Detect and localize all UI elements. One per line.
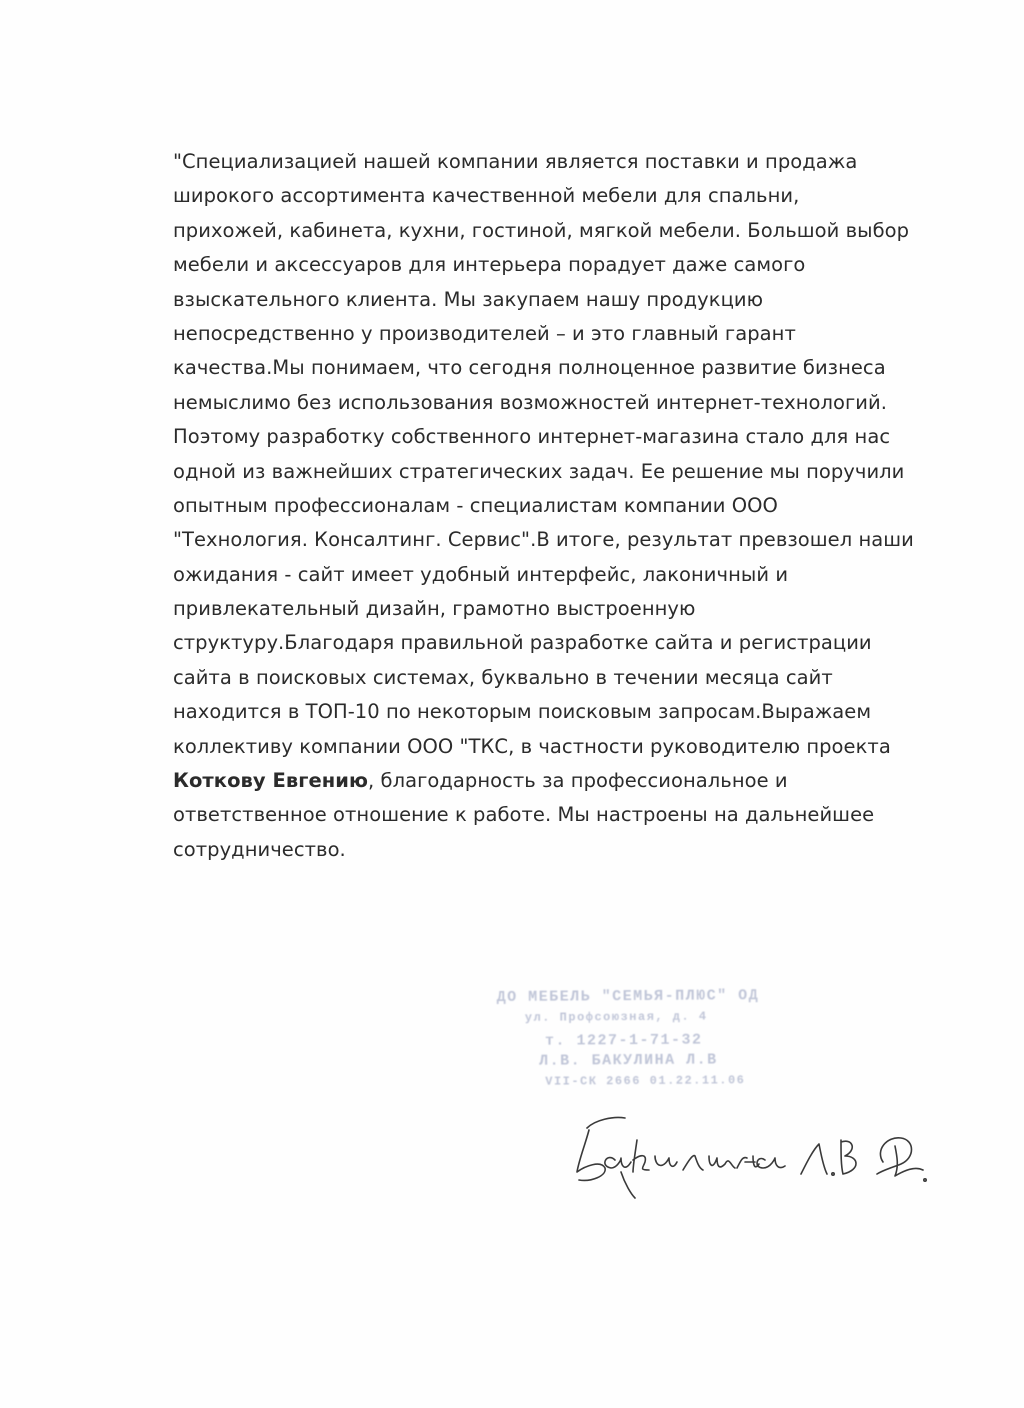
stamp-line: ул. Профсоюзная, д. 4 [524,1009,708,1025]
letter-line: непосредственно у производителей – и это главный гарант [173,321,796,345]
letter-line-with-name [173,764,973,798]
letter-line: мебели и аксессуаров для интерьера порадует даже самого [173,253,806,277]
company-stamp [497,987,788,1099]
letter-line-tail: , благодарность за профессиональное и [368,769,788,793]
stamp-line: ДО МЕБЕЛЬ "СЕМЬЯ-ПЛЮС" ОД [496,987,760,1007]
letter-line: взыскательного клиента. Мы закупаем нашу продукцию [173,287,764,311]
stamp-line: VII-СК 2666 01.22.11.06 [545,1073,746,1089]
letter-line: "Технология. Консалтинг. Сервис".В итоге, результат превзошел наши [173,528,914,552]
signature-drawing [565,1110,945,1200]
letter-line: сайта в поисковых системах, буквально в течении месяца сайт [173,665,833,689]
letter-line: Поэтому разработку собственного интернет-магазина стало для нас [173,425,891,449]
letter-line: ожидания - сайт имеет удобный интерфейс, лаконичный и [173,562,789,586]
letter-line: качества.Мы понимаем, что сегодня полноценное развитие бизнеса [173,356,886,380]
letter-line: немыслимо без использования возможностей интернет-технологий. [173,390,887,414]
letter-line: структуру.Благодаря правильной разработке сайта и регистрации [173,631,872,655]
letter-line: прихожей, кабинета, кухни, гостиной, мягкой мебели. Большой выбор [173,218,910,242]
letter-body [173,145,973,867]
letter-line: широкого ассортимента качественной мебели для спальни, [173,184,800,208]
letter-line: опытным профессионалам - специалистам компании ООО [173,493,778,517]
letter-line: одной из важнейших стратегических задач. Ее решение мы поручили [173,459,905,483]
recipient-name: Коткову Евгению [173,769,369,793]
stamp-line: Л.В. БАКУЛИНА Л.В [539,1051,718,1070]
stamp-line: т. 1227-1-71-32 [544,1031,703,1050]
letter-line: "Специализацией нашей компании является поставки и продажа [173,150,858,173]
letter-line: сотрудничество. [173,837,346,861]
letter-line: привлекательный дизайн, грамотно выстроенную [173,597,696,621]
letter-line: находится в ТОП-10 по некоторым поисковым запросам.Выражаем [173,700,872,724]
handwritten-signature [565,1110,945,1200]
letter-line: ответственное отношение к работе. Мы настроены на дальнейшее [173,803,875,827]
letter-line: коллективу компании ООО "ТКС, в частности руководителю проекта [173,734,891,758]
